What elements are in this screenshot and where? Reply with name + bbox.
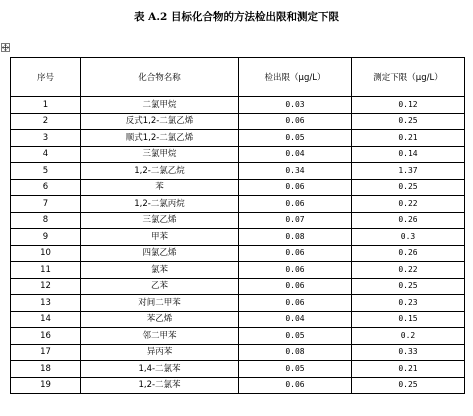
cell-quantitation-limit: 0.21 bbox=[352, 130, 465, 147]
cell-quantitation-limit: 0.25 bbox=[352, 278, 465, 295]
cell-detection-limit: 0.06 bbox=[239, 262, 352, 279]
table-row bbox=[11, 278, 465, 295]
four-way-arrow-icon bbox=[2, 44, 9, 51]
cell-detection-limit: 0.07 bbox=[239, 212, 352, 229]
table-row bbox=[11, 245, 465, 262]
detection-limits-table bbox=[10, 57, 465, 394]
cell-quantitation-limit: 0.23 bbox=[352, 295, 465, 312]
table-move-handle-icon[interactable] bbox=[1, 43, 10, 52]
cell-detection-limit: 0.06 bbox=[239, 196, 352, 213]
column-header-detection-limit: 检出限（μg/L） bbox=[239, 58, 352, 97]
cell-quantitation-limit: 0.26 bbox=[352, 245, 465, 262]
cell-compound-name: 三氯乙烯 bbox=[81, 212, 239, 229]
cell-index: 12 bbox=[11, 278, 81, 295]
table-row bbox=[11, 130, 465, 147]
cell-detection-limit: 0.04 bbox=[239, 146, 352, 163]
table-body bbox=[11, 97, 465, 394]
cell-index: 13 bbox=[11, 295, 81, 312]
table-row bbox=[11, 328, 465, 345]
cell-detection-limit: 0.06 bbox=[239, 278, 352, 295]
cell-index: 3 bbox=[11, 130, 81, 147]
cell-index: 19 bbox=[11, 377, 81, 394]
cell-detection-limit: 0.08 bbox=[239, 344, 352, 361]
cell-detection-limit: 0.34 bbox=[239, 163, 352, 180]
table-row bbox=[11, 179, 465, 196]
page-title: 表 A.2 目标化合物的方法检出限和测定下限 bbox=[134, 11, 339, 23]
table-row bbox=[11, 377, 465, 394]
cell-detection-limit: 0.06 bbox=[239, 245, 352, 262]
cell-index: 17 bbox=[11, 344, 81, 361]
cell-index: 10 bbox=[11, 245, 81, 262]
table-row bbox=[11, 196, 465, 213]
column-header-index: 序号 bbox=[11, 58, 81, 97]
table-row bbox=[11, 311, 465, 328]
cell-quantitation-limit: 0.22 bbox=[352, 196, 465, 213]
cell-quantitation-limit: 0.2 bbox=[352, 328, 465, 345]
table-row bbox=[11, 229, 465, 246]
cell-quantitation-limit: 0.3 bbox=[352, 229, 465, 246]
table-row bbox=[11, 163, 465, 180]
cell-compound-name: 三氯甲烷 bbox=[81, 146, 239, 163]
table-header bbox=[11, 58, 465, 97]
cell-quantitation-limit: 0.21 bbox=[352, 361, 465, 378]
table-row bbox=[11, 344, 465, 361]
cell-compound-name: 1,2-二氯苯 bbox=[81, 377, 239, 394]
cell-compound-name: 甲苯 bbox=[81, 229, 239, 246]
cell-detection-limit: 0.03 bbox=[239, 97, 352, 114]
table-row bbox=[11, 361, 465, 378]
cell-compound-name: 反式1,2-二氯乙烯 bbox=[81, 113, 239, 130]
cell-compound-name: 苯 bbox=[81, 179, 239, 196]
cell-compound-name: 乙苯 bbox=[81, 278, 239, 295]
cell-index: 11 bbox=[11, 262, 81, 279]
cell-compound-name: 四氯乙烯 bbox=[81, 245, 239, 262]
cell-detection-limit: 0.06 bbox=[239, 295, 352, 312]
cell-compound-name: 1,2-二氯乙烷 bbox=[81, 163, 239, 180]
cell-index: 4 bbox=[11, 146, 81, 163]
cell-index: 18 bbox=[11, 361, 81, 378]
table-row bbox=[11, 212, 465, 229]
column-header-quantitation-limit: 测定下限（μg/L） bbox=[352, 58, 465, 97]
cell-compound-name: 二氯甲烷 bbox=[81, 97, 239, 114]
cell-quantitation-limit: 0.25 bbox=[352, 377, 465, 394]
cell-index: 1 bbox=[11, 97, 81, 114]
table-row bbox=[11, 262, 465, 279]
cell-compound-name: 氯苯 bbox=[81, 262, 239, 279]
cell-compound-name: 对间二甲苯 bbox=[81, 295, 239, 312]
cell-compound-name: 1,2-二氯丙烷 bbox=[81, 196, 239, 213]
cell-detection-limit: 0.06 bbox=[239, 113, 352, 130]
cell-quantitation-limit: 0.26 bbox=[352, 212, 465, 229]
table-row bbox=[11, 295, 465, 312]
cell-index: 2 bbox=[11, 113, 81, 130]
cell-compound-name: 邻二甲苯 bbox=[81, 328, 239, 345]
column-header-compound: 化合物名称 bbox=[81, 58, 239, 97]
cell-quantitation-limit: 0.33 bbox=[352, 344, 465, 361]
cell-detection-limit: 0.05 bbox=[239, 328, 352, 345]
cell-quantitation-limit: 0.22 bbox=[352, 262, 465, 279]
cell-quantitation-limit: 0.25 bbox=[352, 179, 465, 196]
cell-index: 5 bbox=[11, 163, 81, 180]
cell-index: 7 bbox=[11, 196, 81, 213]
cell-compound-name: 异丙苯 bbox=[81, 344, 239, 361]
cell-index: 8 bbox=[11, 212, 81, 229]
cell-quantitation-limit: 0.15 bbox=[352, 311, 465, 328]
cell-index: 6 bbox=[11, 179, 81, 196]
cell-compound-name: 顺式1,2-二氯乙烯 bbox=[81, 130, 239, 147]
cell-detection-limit: 0.05 bbox=[239, 361, 352, 378]
cell-detection-limit: 0.08 bbox=[239, 229, 352, 246]
cell-detection-limit: 0.05 bbox=[239, 130, 352, 147]
cell-detection-limit: 0.06 bbox=[239, 179, 352, 196]
cell-quantitation-limit: 0.12 bbox=[352, 97, 465, 114]
cell-quantitation-limit: 0.25 bbox=[352, 113, 465, 130]
cell-index: 14 bbox=[11, 311, 81, 328]
table-row bbox=[11, 146, 465, 163]
cell-detection-limit: 0.04 bbox=[239, 311, 352, 328]
table-header-row bbox=[11, 58, 465, 97]
cell-compound-name: 1,4-二氯苯 bbox=[81, 361, 239, 378]
cell-compound-name: 苯乙烯 bbox=[81, 311, 239, 328]
cell-quantitation-limit: 0.14 bbox=[352, 146, 465, 163]
cell-detection-limit: 0.06 bbox=[239, 377, 352, 394]
table-row bbox=[11, 113, 465, 130]
table-row bbox=[11, 97, 465, 114]
cell-index: 16 bbox=[11, 328, 81, 345]
cell-quantitation-limit: 1.37 bbox=[352, 163, 465, 180]
cell-index: 9 bbox=[11, 229, 81, 246]
